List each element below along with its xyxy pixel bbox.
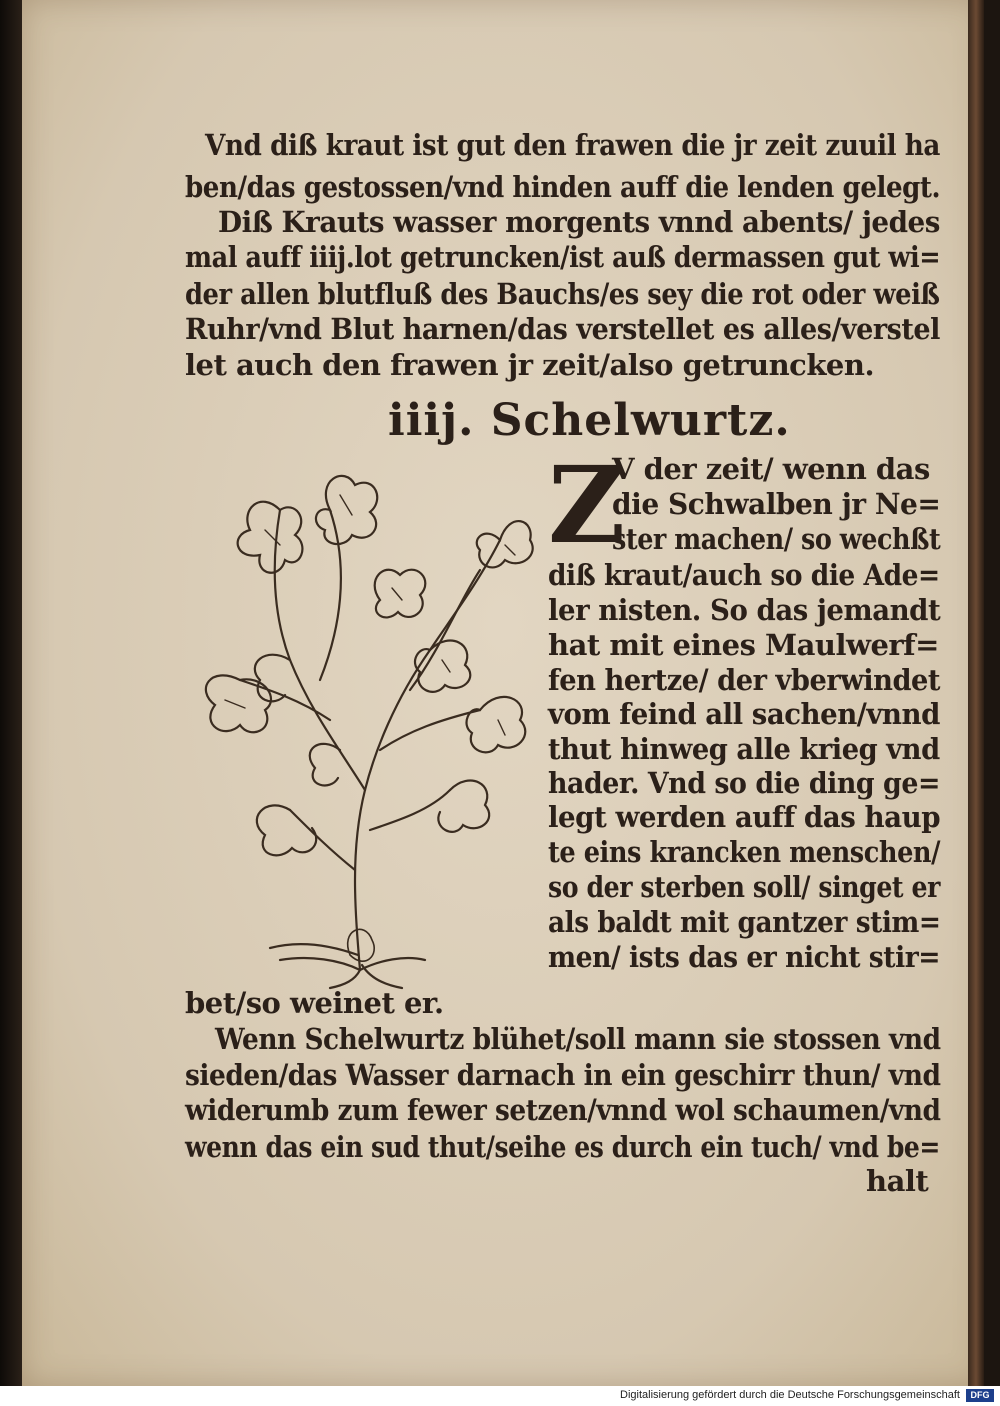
text-line: Vnd diß kraut ist gut den frawen die jr zeit zuuil ha: [205, 128, 940, 162]
text-line: die Schwalben jr Ne=: [612, 487, 941, 521]
drop-cap: Z: [548, 442, 626, 567]
text-line: sieden/das Wasser darnach in ein geschirr thun/ vnd: [185, 1058, 941, 1092]
text-line: vom feind all sachen/vnnd: [548, 697, 940, 731]
text-line: der allen blutfluß des Bauchs/es sey die rot oder weiß: [185, 277, 940, 311]
text-line: te eins krancken menschen/: [548, 835, 941, 869]
text-line: ler nisten. So das jemandt: [548, 593, 941, 627]
digitization-footer: [0, 1386, 1000, 1406]
text-line: legt werden auff das haup: [548, 800, 941, 834]
page-right-edge: [968, 0, 984, 1386]
text-line: let auch den frawen jr zeit/also getruncken.: [185, 348, 875, 382]
text-line: mal auff iiij.lot getruncken/ist auß dermassen gut wi=: [185, 240, 941, 274]
text-line: bet/so weinet er.: [185, 986, 444, 1020]
plant-woodcut-illustration: [180, 450, 540, 990]
text-line: ster machen/ so wechßt: [612, 522, 941, 556]
text-line: hat mit eines Maulwerf=: [548, 628, 939, 662]
text-line: widerumb zum fewer setzen/vnnd wol schaumen/vnd: [185, 1093, 941, 1127]
scan-left-edge: [0, 0, 22, 1386]
text-line: ben/das gestossen/vnd hinden auff die lenden gelegt.: [185, 170, 941, 204]
text-line: Diß Krauts wasser morgents vnnd abents/ jedes: [218, 205, 940, 239]
dfg-logo-icon: DFG: [966, 1389, 994, 1402]
catchword: halt: [866, 1164, 929, 1198]
text-line: Wenn Schelwurtz blühet/soll mann sie stossen vnd: [215, 1022, 941, 1056]
text-line: men/ ists das er nicht stir=: [548, 940, 941, 974]
text-line: fen hertze/ der vberwindet: [548, 663, 941, 697]
text-line: Ruhr/vnd Blut harnen/das verstellet es alles/verstel: [185, 312, 940, 346]
text-line: diß kraut/auch so die Ade=: [548, 558, 940, 592]
text-line: V der zeit/ wenn das: [612, 452, 930, 486]
section-heading: iiij. Schelwurtz.: [388, 395, 791, 446]
text-line: hader. Vnd so die ding ge=: [548, 766, 940, 800]
text-line: als baldt mit gantzer stim=: [548, 905, 941, 939]
footer-credit: Digitalisierung gefördert durch die Deutsche Forschungsgemeinschaft: [620, 1389, 960, 1401]
text-line: wenn das ein sud thut/seihe es durch ein tuch/ vnd be=: [185, 1130, 940, 1164]
text-line: so der sterben soll/ singet er: [548, 870, 940, 904]
text-line: thut hinweg alle krieg vnd: [548, 732, 940, 766]
